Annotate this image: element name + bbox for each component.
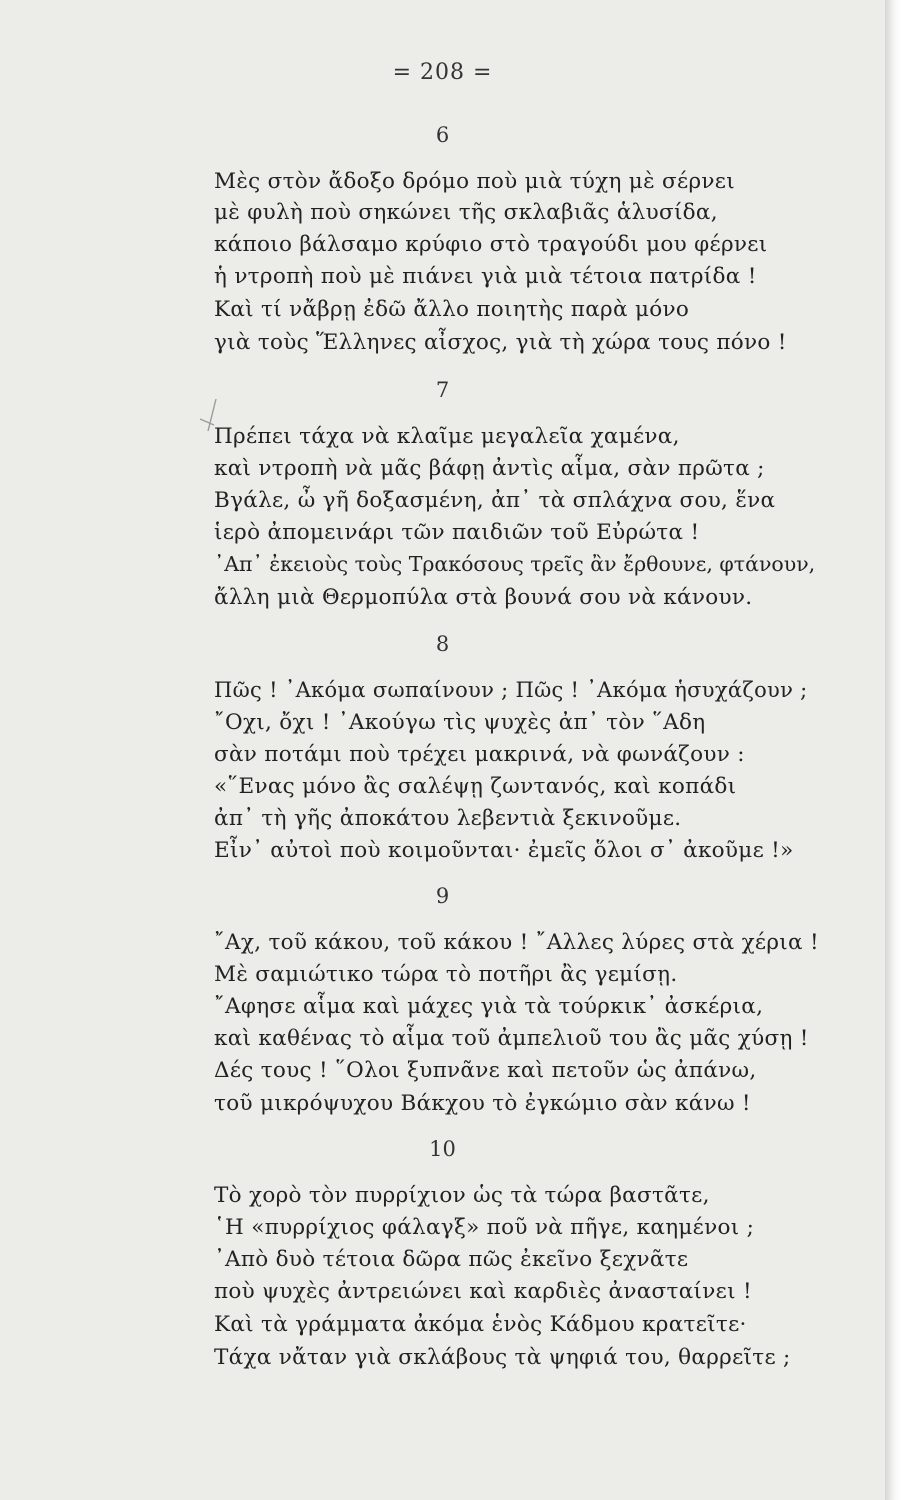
verse-line: Τάχα νἄταν γιὰ σκλάβους τὰ ψηφιά του, θαρρεῖτε ; (214, 1345, 791, 1370)
page-edge (885, 0, 901, 1500)
verse-line: «῞Ενας μόνο ἂς σαλέψῃ ζωντανός, καὶ κοπάδι (214, 774, 737, 799)
verse-line: καὶ καθένας τὸ αἷμα τοῦ ἀμπελιοῦ του ἂς μᾶς χύσῃ ! (214, 1026, 809, 1051)
verse-line: ῎Αφησε αἷμα καὶ μάχες γιὰ τὰ τούρκικ᾽ ἀσκέρια, (214, 994, 764, 1019)
stanza-number: 8 (435, 632, 450, 656)
verse-line: ῎Αχ, τοῦ κάκου, τοῦ κάκου ! ῎Αλλες λύρες στὰ χέρια ! (214, 930, 819, 955)
verse-line: ᾽Απ᾽ ἐκειοὺς τοὺς Τρακόσους τρεῖς ἂν ἔρθουνε, φτάνουν, (214, 552, 816, 576)
stanza-number: 6 (435, 123, 450, 147)
verse-line: Δές τους ! ῞Ολοι ξυπνᾶνε καὶ πετοῦν ὡς ἀπάνω, (214, 1058, 757, 1083)
verse-line: ἄλλη μιὰ Θερμοπύλα στὰ βουνά σου νὰ κάνουν. (214, 585, 753, 610)
stanza-number: 9 (435, 884, 450, 908)
verse-line: Καὶ τί νἄβρῃ ἐδῶ ἄλλο ποιητὴς παρὰ μόνο (214, 297, 690, 322)
verse-line: σὰν ποτάμι ποὺ τρέχει μακρινά, νὰ φωνάζουν : (214, 742, 745, 767)
verse-line: ῎Οχι, ὄχι ! ᾽Ακούγω τὶς ψυχὲς ἀπ᾽ τὸν ῞Αδη (214, 710, 706, 735)
stanza-number: 10 (429, 1137, 456, 1161)
verse-line: ῾Η «πυρρίχιος φάλαγξ» ποῦ νὰ πῆγε, καημένοι ; (214, 1215, 755, 1240)
verse-line: Μὲ σαμιώτικο τώρα τὸ ποτῆρι ἂς γεμίσῃ. (214, 962, 678, 987)
verse-line: ἡ ντροπὴ ποὺ μὲ πιάνει γιὰ μιὰ τέτοια πατρίδα ! (214, 264, 757, 289)
verse-line: κάποιο βάλσαμο κρύφιο στὸ τραγούδι μου φέρνει (214, 232, 768, 257)
verse-line: Πρέπει τάχα νὰ κλαῖμε μεγαλεῖα χαμένα, (214, 424, 680, 449)
verse-line: Τὸ χορὸ τὸν πυρρίχιον ὡς τὰ τώρα βαστᾶτε, (214, 1183, 710, 1208)
verse-line: ἀπ᾽ τὴ γῆς ἀποκάτου λεβεντιὰ ξεκινοῦμε. (214, 806, 682, 831)
verse-line: Μὲς στὸν ἄδοξο δρόμο ποὺ μιὰ τύχη μὲ σέρνει (214, 169, 735, 194)
verse-line: τοῦ μικρόψυχου Βάκχου τὸ ἐγκώμιο σὰν κάνω ! (214, 1091, 751, 1116)
verse-line: ποὺ ψυχὲς ἀντρειώνει καὶ καρδιὲς ἀνασταίνει ! (214, 1279, 752, 1304)
stanza-number: 7 (435, 378, 450, 402)
page-number: = 208 = (392, 60, 493, 85)
verse-line: Πῶς ! ᾽Ακόμα σωπαίνουν ; Πῶς ! ᾽Ακόμα ἡσυχάζουν ; (214, 678, 808, 702)
verse-line: γιὰ τοὺς Ἕλληνες αἶσχος, γιὰ τὴ χώρα τους πόνο ! (214, 330, 787, 355)
verse-line: ἱερὸ ἀπομεινάρι τῶν παιδιῶν τοῦ Εὐρώτα ! (214, 520, 700, 545)
verse-line: καὶ ντροπὴ νὰ μᾶς βάφῃ ἀντὶς αἷμα, σὰν πρῶτα ; (214, 456, 765, 481)
verse-line: μὲ φυλὴ ποὺ σηκώνει τῆς σκλαβιᾶς ἁλυσίδα, (214, 200, 718, 225)
verse-line: Καὶ τὰ γράμματα ἀκόμα ἑνὸς Κάδμου κρατεῖτε· (214, 1312, 747, 1337)
verse-line: Εἶν᾽ αὐτοὶ ποὺ κοιμοῦνται· ἐμεῖς ὅλοι σ᾽ ἀκοῦμε !» (214, 838, 794, 863)
verse-line: ᾽Απὸ δυὸ τέτοια δῶρα πῶς ἐκεῖνο ξεχνᾶτε (214, 1247, 689, 1272)
verse-line: Βγάλε, ὦ γῆ δοξασμένη, ἀπ᾽ τὰ σπλάχνα σου, ἕνα (214, 488, 776, 513)
